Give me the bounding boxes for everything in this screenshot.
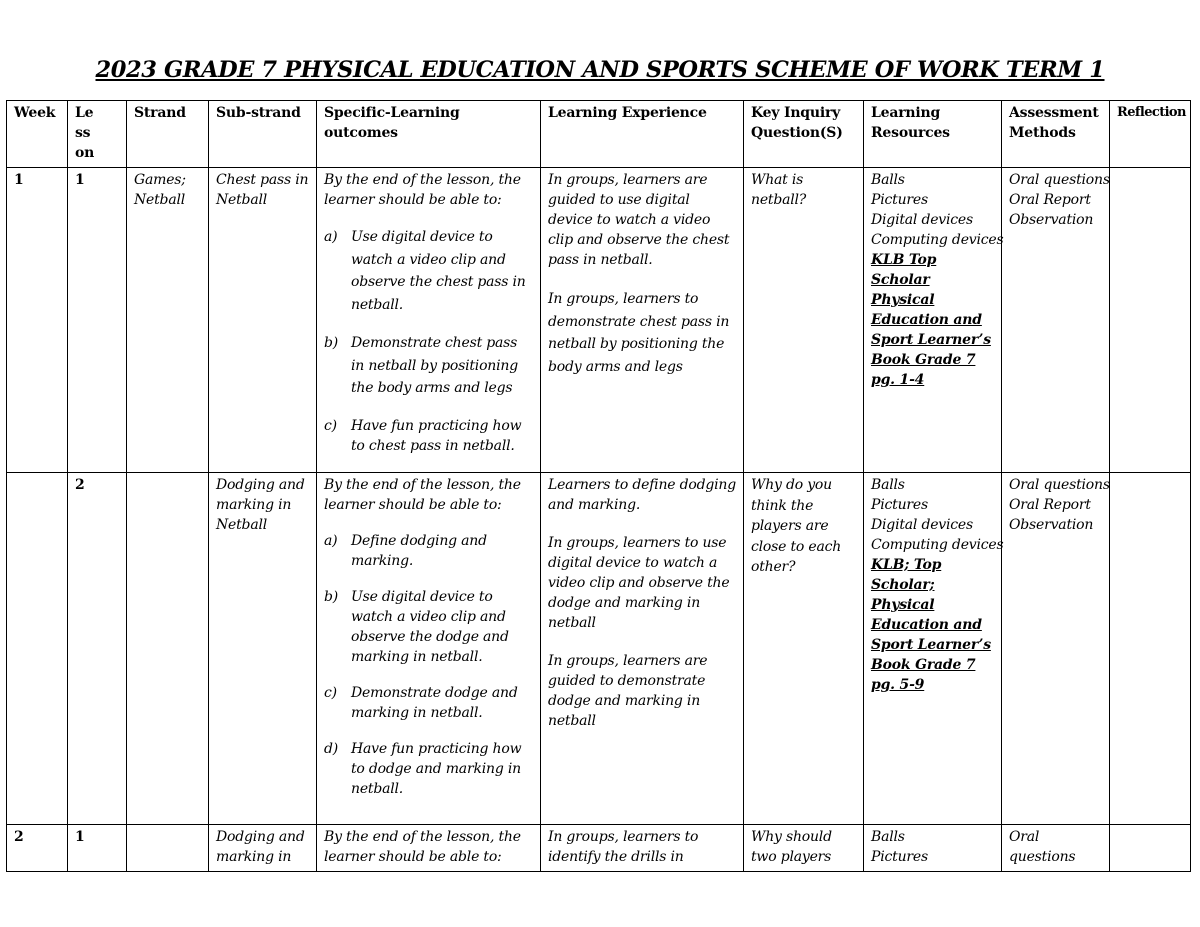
header-row — [7, 101, 1191, 168]
lesson-cell: 2 — [68, 473, 127, 825]
list-item — [324, 332, 533, 400]
resource-item: Balls — [871, 172, 905, 188]
sub-strand-cell: Dodging and marking in Netball — [209, 473, 317, 825]
header-specific-outcomes: Specific-Learning outcomes — [317, 101, 541, 168]
list-item — [324, 683, 533, 723]
resources-cell — [864, 168, 1002, 473]
assessment-item: Oral Report — [1009, 497, 1091, 513]
table-row — [7, 168, 1191, 473]
resource-item: Digital devices — [871, 517, 973, 533]
list-item — [324, 587, 533, 667]
sub-strand-cell: Dodging and marking in — [209, 825, 317, 872]
lesson-cell: 1 — [68, 825, 127, 872]
list-marker: d) — [324, 741, 339, 757]
experience-paragraph: Learners to define dodging and marking. — [548, 477, 736, 513]
outcomes-list — [324, 226, 533, 456]
outcomes-cell — [317, 473, 541, 825]
resource-item: Balls — [871, 477, 905, 493]
outcome-text: Demonstrate dodge and marking in netball. — [351, 685, 518, 721]
resource-item: Pictures — [871, 849, 928, 865]
header-learning-resources: Learning Resources — [864, 101, 1002, 168]
header-week: Week — [7, 101, 68, 168]
list-marker: b) — [324, 589, 339, 605]
header-learning-experience: Learning Experience — [541, 101, 744, 168]
key-inquiry-cell: Why do you think the players are close to each other? — [744, 473, 864, 825]
outcome-text: Define dodging and marking. — [351, 533, 487, 569]
outcomes-cell — [317, 168, 541, 473]
outcomes-intro: By the end of the lesson, the learner should be able to: — [324, 477, 521, 513]
key-inquiry-cell: What is netball? — [744, 168, 864, 473]
week-cell: 1 — [7, 168, 68, 473]
outcome-text: Use digital device to watch a video clip and observe the dodge and marking in netball. — [351, 589, 509, 665]
outcome-text: Use digital device to watch a video clip and observe the chest pass in netball. — [351, 229, 526, 313]
table-row — [7, 825, 1191, 872]
resource-item: Computing devices — [871, 232, 1004, 248]
header-key-inquiry: Key Inquiry Question(S) — [744, 101, 864, 168]
resource-book: KLB Top Scholar Physical Education and Sport Learner’s Book Grade 7 pg. 1-4 — [871, 252, 991, 388]
list-marker: c) — [324, 417, 337, 434]
list-item — [324, 226, 533, 316]
header-sub-strand: Sub-strand — [209, 101, 317, 168]
outcomes-intro: By the end of the lesson, the learner should be able to: — [324, 172, 521, 208]
list-item — [324, 416, 533, 456]
learning-experience-cell: In groups, learners to identify the drills in — [541, 825, 744, 872]
resource-item: Pictures — [871, 192, 928, 208]
lesson-cell: 1 — [68, 168, 127, 473]
list-marker: b) — [324, 335, 339, 351]
strand-cell: Games; Netball — [127, 168, 209, 473]
experience-paragraph: In groups, learners are guided to demonstrate dodge and marking in netball — [548, 653, 708, 729]
key-inquiry-cell: Why should two players — [744, 825, 864, 872]
outcome-text: Have fun practicing how to dodge and marking in netball. — [351, 741, 522, 797]
experience-paragraph: In groups, learners to demonstrate chest pass in netball by positioning the body arms and legs — [548, 291, 730, 375]
experience-paragraph: In groups, learners to use digital device to watch a video clip and observe the dodge and marking in netball — [548, 535, 730, 631]
resources-cell — [864, 473, 1002, 825]
assessment-item: Oral Report — [1009, 192, 1091, 208]
document-title: 2023 GRADE 7 PHYSICAL EDUCATION AND SPORTS SCHEME OF WORK TERM 1 — [95, 57, 1105, 83]
strand-cell — [127, 473, 209, 825]
learning-experience-cell — [541, 473, 744, 825]
assessment-item: Observation — [1009, 212, 1094, 228]
header-reflection: Reflection — [1110, 101, 1191, 168]
assessment-item: Oral questions — [1009, 172, 1110, 188]
outcomes-list — [324, 531, 533, 799]
resource-book: KLB; Top Scholar; Physical Education and Sport Learner’s Book Grade 7 pg. 5-9 — [871, 557, 991, 693]
assessment-cell — [1002, 473, 1110, 825]
resource-item: Pictures — [871, 497, 928, 513]
outcome-text: Demonstrate chest pass in netball by positioning the body arms and legs — [351, 335, 518, 396]
resources-cell — [864, 825, 1002, 872]
assessment-cell — [1002, 825, 1110, 872]
assessment-item: Oral — [1009, 829, 1040, 845]
strand-cell — [127, 825, 209, 872]
resource-item: Computing devices — [871, 537, 1004, 553]
resource-item: Balls — [871, 829, 905, 845]
experience-paragraph: In groups, learners are guided to use digital device to watch a video clip and observe the chest pass in netball. — [548, 172, 730, 268]
assessment-item: Observation — [1009, 517, 1094, 533]
sub-strand-cell: Chest pass in Netball — [209, 168, 317, 473]
header-assessment-methods: Assessment Methods — [1002, 101, 1110, 168]
outcomes-cell: By the end of the lesson, the learner should be able to: — [317, 825, 541, 872]
assessment-item: questions — [1009, 849, 1076, 865]
assessment-item: Oral questions — [1009, 477, 1110, 493]
list-marker: c) — [324, 685, 337, 701]
week-cell: 2 — [7, 825, 68, 872]
reflection-cell — [1110, 473, 1191, 825]
reflection-cell — [1110, 825, 1191, 872]
list-item — [324, 531, 533, 571]
header-strand: Strand — [127, 101, 209, 168]
week-cell — [7, 473, 68, 825]
header-lesson: Lesson — [68, 101, 127, 168]
resource-item: Digital devices — [871, 212, 973, 228]
assessment-cell — [1002, 168, 1110, 473]
list-marker: a) — [324, 229, 338, 245]
scheme-of-work-table — [6, 100, 1191, 872]
table-row — [7, 473, 1191, 825]
list-marker: a) — [324, 533, 338, 549]
list-item — [324, 739, 533, 799]
reflection-cell — [1110, 168, 1191, 473]
outcome-text: Have fun practicing how to chest pass in netball. — [351, 417, 522, 454]
learning-experience-cell — [541, 168, 744, 473]
